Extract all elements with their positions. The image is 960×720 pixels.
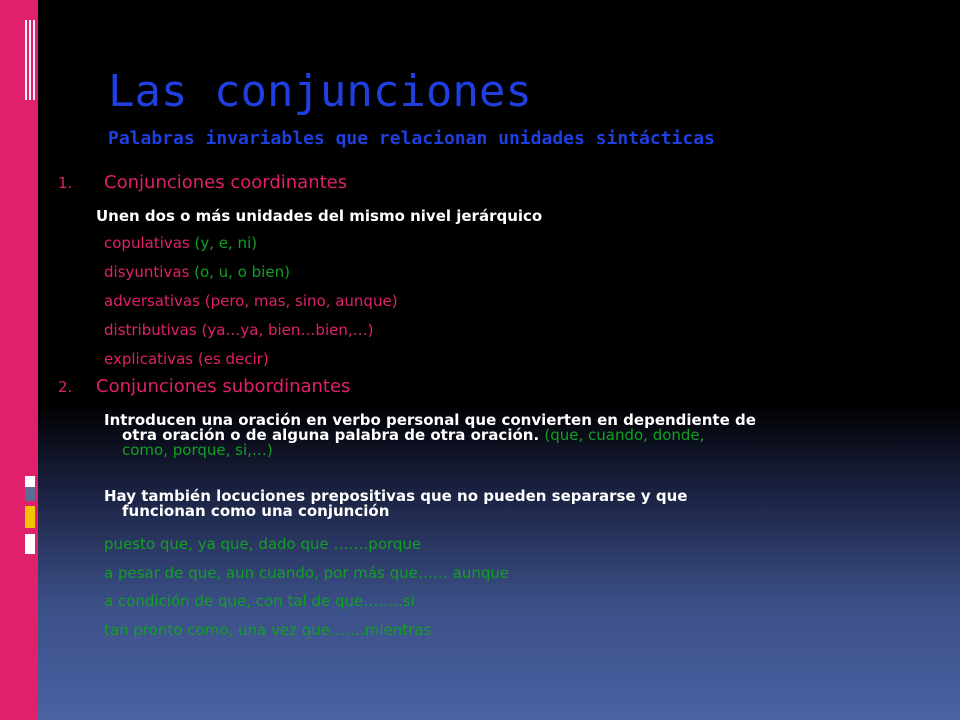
item-examples: (y, e, ni): [194, 234, 258, 252]
decorative-block-white-2: [25, 534, 35, 554]
item-examples: (pero, mas, sino, aunque): [204, 292, 398, 310]
section2-heading: [58, 376, 350, 397]
locucion-item: puesto que, ya que, dado que …….porque: [104, 535, 422, 553]
item-examples: (ya…ya, bien…bien,…): [201, 321, 374, 339]
section2-description: [104, 413, 756, 458]
item-label: copulativas: [104, 234, 190, 252]
item-label: explicativas (es decir): [104, 350, 269, 368]
section2-number: 2.: [58, 378, 73, 396]
locucion-item: a pesar de que, aun cuando, por más que…… aunque: [104, 564, 510, 582]
section1-number: 1.: [58, 174, 73, 192]
list-item-adversativas: [104, 292, 398, 310]
left-accent-bar: [0, 0, 38, 720]
decorative-block-yellow: [25, 506, 35, 528]
section1-heading-text: Conjunciones coordinantes: [104, 172, 348, 193]
locucion-item: tan pronto como, una vez que…….mientras: [104, 621, 432, 639]
section1-description: Unen dos o más unidades del mismo nivel jerárquico: [96, 207, 543, 225]
item-label: disyuntivas: [104, 263, 190, 281]
decorative-stripe-top: [25, 20, 35, 100]
description-examples-2: como, porque, si,…): [122, 441, 273, 459]
list-item-copulativas: [104, 234, 257, 252]
section2-locuciones: [104, 489, 687, 519]
decorative-block-gray: [25, 487, 35, 501]
item-label: adversativas: [104, 292, 200, 310]
list-item-distributivas: [104, 321, 373, 339]
slide-subtitle: Palabras invariables que relacionan unidades sintácticas: [108, 128, 715, 149]
locucion-item: a condición de que, con tal de que……..si: [104, 592, 415, 610]
description-examples-1: (que, cuando, donde,: [544, 426, 705, 444]
item-examples: (o, u, o bien): [194, 263, 290, 281]
slide-title: Las conjunciones: [108, 66, 532, 117]
description-line-2-text: otra oración o de alguna palabra de otra oración.: [122, 426, 540, 444]
item-label: distributivas: [104, 321, 197, 339]
section1-heading: [58, 172, 347, 193]
locuciones-line-1: Hay también locuciones prepositivas que no pueden separarse y que: [104, 487, 688, 505]
description-line-1: Introducen una oración en verbo personal que convierten en dependiente de: [104, 411, 756, 429]
locuciones-line-2: funcionan como una conjunción: [122, 502, 390, 520]
list-item-disyuntivas: [104, 263, 290, 281]
list-item-explicativas: [104, 350, 269, 368]
section2-heading-text: Conjunciones subordinantes: [96, 376, 351, 397]
